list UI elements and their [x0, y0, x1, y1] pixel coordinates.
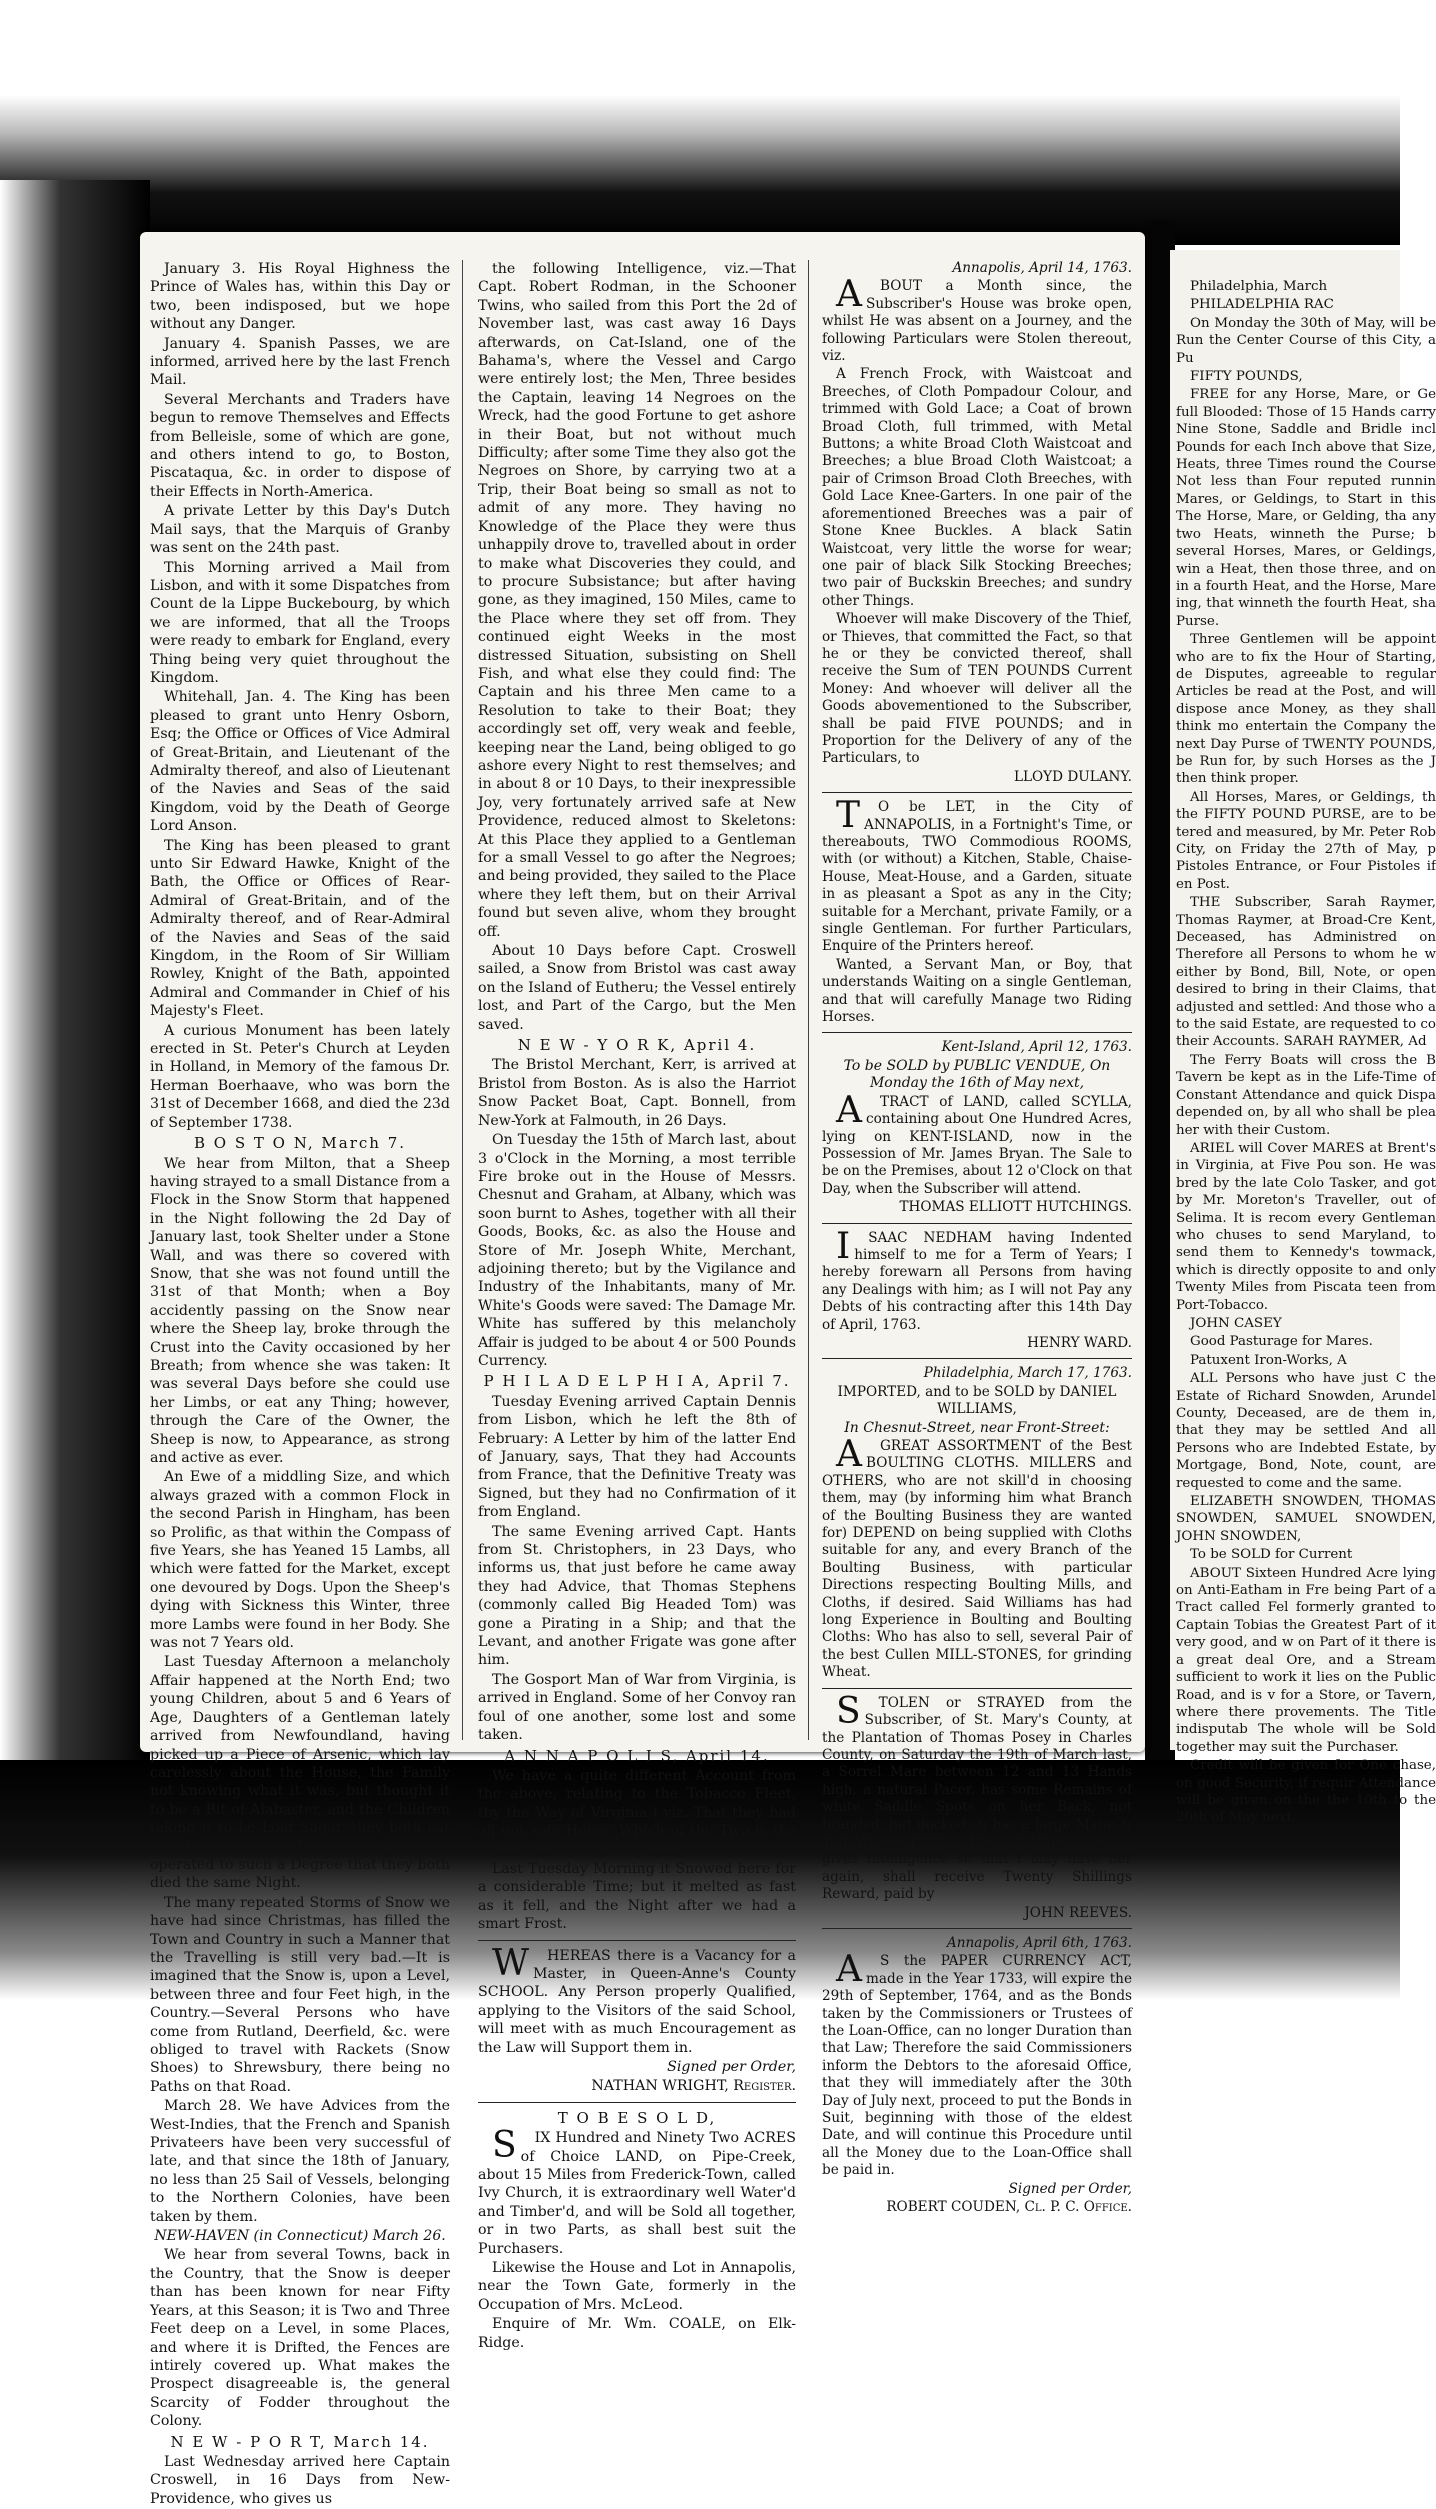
newyork-heading: N E W - Y O R K, April 4. [517, 1036, 757, 1055]
tobesold-ad-2: Likewise the House and Lot in Annapolis, near the Town Gate, formerly in the Occupation of Mrs. McLeod. [478, 2260, 796, 2313]
boston-heading: B O S T O N, March 7. [193, 1134, 407, 1153]
servant-wanted: Wanted, a Servant Man, or Boy, that understands Waiting on a single Gentleman, and that will carefully Manage two Riding Horses. [822, 956, 1132, 1026]
article-paragraph: ELIZABETH SNOWDEN, THOMAS SNOWDEN, SAMUEL SNOWDEN, JOHN SNOWDEN, [1176, 1494, 1436, 1544]
article-paragraph: We hear from several Towns, back in the Country, that the Snow is deeper than has been known for near Fifty Years, at this Season; it is Two and Three Feet deep on a Level, in some Places, and where it is Drifted, the Fences are intirely covered up. What makes the Prospect disagreeable is, the general Scarcity of Fodder throughout the Colony. [150, 2247, 450, 2430]
column-3 [822, 260, 1132, 2217]
whereas-ad: WHEREAS there is a Vacancy for a Master, in Queen-Anne's County SCHOOL. Any Person properly Qualified, applying to the Visitors of the said School, will meet with as much Encouragement as the Law will Support them in. [478, 1942, 796, 2056]
article-paragraph: March 28. We have Advices from the West-Indies, that the French and Spanish Privateers have been very successful of late, and that since the 18th of January, no less than 25 Sail of Vessels, belonging to the Northern Colonies, have been taken by them. [150, 2098, 450, 2225]
col1d-items [150, 2453, 450, 2508]
article-paragraph: We have a quite different Account from the above, relating to the Tobacco Fleet, (by the Way of Virginia,) viz. That they had all got safe Home. Which of the Two is the Truth, a little Time will determine. [478, 1767, 796, 1858]
rule [822, 1928, 1132, 1929]
article-paragraph: The Ferry Boats will cross the B Tavern be kept as in the Life-Time of Constant Attendance and quick Dispa depended on, by all who shall be plea her with their Custom. [1176, 1052, 1436, 1138]
philadelphia-heading: P H I L A D E L P H I A, April 7. [483, 1372, 791, 1391]
article-paragraph: An Ewe of a middling Size, and which always grazed with a common Flock in the second Parish in Hingham, has been so Prolific, as that within the Compass of five Years, she has Yeaned 15 Lambs, all which were fatted for the Market, except one devoured by Dogs. Upon the Sheep's dying with Sickness this Winter, three more Lambs were found in her Body. She was not 7 Years old. [150, 1469, 450, 1652]
rule [822, 792, 1132, 793]
rule [822, 1688, 1132, 1689]
boulting-ad: AGREAT ASSORTMENT of the Best BOULTING CLOTHS. MILLERS and OTHERS, who are not skill'd in choosing them, may (by informing him what Branch of the Boulting Business they are wanted for) DEPEND on being supplied with Cloths suitable for any, and every Branch of the Boulting Business, with particular Directions respecting Boulting Mills, and Cloths, if desired. Said Williams has had long Experience in Boulting and Boulting Cloths: Who has also to sell, several Pair of the best Cullen MILL-STONES, for grinding Wheat. [822, 1434, 1132, 1681]
whereas-signed: Signed per Order, [667, 2059, 796, 2075]
whereas-signature: NATHAN WRIGHT, Register. [591, 2078, 796, 2095]
article-paragraph: Tuesday Evening arrived Captain Dennis from Lisbon, which he left the 8th of February: A Letter by him of the latter End of January, says, That they had Accounts from France, that the Definitive Treaty was Signed, but they had no Confirmation of it from England. [478, 1393, 796, 1521]
to-let-ad: TO be LET, in the City of ANNAPOLIS, in a Fortnight's Time, or thereabouts, TWO Commodious ROOMS, with (or without) a Kitchen, Stable, Chaise-House, Meat-House, and a Garden, situate in as pleasant a Spot as any in the City; suitable for a Merchant, private Family, or a single Gentleman. For further Particulars, Enquire of the Printers hereof. [822, 795, 1132, 955]
currency-ad: AS the PAPER CURRENCY ACT, made in the Year 1733, will expire the 29th of September, 1764, and as the Bonds taken by the Commissioners or Trustees of the Loan-Office, can no longer Duration than that Law; Therefore the said Commissioners inform the Debtors to the aforesaid Office, that they will immediately after the 30th Day of July next, proceed to put the Bonds in Suit, beginning with those of the eldest Date, and will continue this Procedure until all the Money due to the Loan-Office shall be paid in. [822, 1949, 1133, 2179]
rule [478, 2102, 796, 2103]
article-paragraph: Whitehall, Jan. 4. The King has been pleased to grant unto Henry Osborn, Esq; the Office or Offices of Vice Admiral of Great-Britain, and Lieutenant of the Admiralty thereof, and also of Lieutenant of the Navies and Seas of the said Kingdom, void by the Death of George Lord Anson. [150, 689, 450, 835]
robbery-dateline: Annapolis, April 14, 1763. [952, 260, 1132, 276]
boulting-dateline: Philadelphia, March 17, 1763. [923, 1365, 1132, 1382]
tobesold-ad-3: Enquire of Mr. Wm. COALE, on Elk-Ridge. [478, 2316, 796, 2351]
robbery-signature: LLOYD DULANY. [1013, 768, 1132, 785]
article-paragraph: January 4. Spanish Passes, we are informed, arrived here by the last French Mail. [150, 335, 450, 389]
annapolis-heading: A N N A P O L I S, April 14. [504, 1746, 770, 1765]
article-paragraph: Patuxent Iron-Works, A [1190, 1352, 1347, 1368]
col1b-items [150, 1155, 450, 2227]
article-paragraph: Good Pasturage for Mares. [1190, 1334, 1373, 1350]
stolen-mare-signature: JOHN REEVES. [1024, 1904, 1132, 1921]
article-paragraph: The Gosport Man of War from Virginia, is arrived in England. Some of her Convoy ran foul of one another, some lost and some taken. [478, 1671, 796, 1744]
article-paragraph: Philadelphia, March [1190, 279, 1328, 294]
article-paragraph: Three Gentlemen will be appoint who are to fix the Hour of Starting, de Disputes, agreeable to regular Articles be read at the Post, and will dispose ance Money, as they shall think mo entertain the Company the next Day Purse of TWENTY POUNDS, be Run for, by such Horses as the J then think proper. [1176, 632, 1436, 787]
article-paragraph: Last Tuesday Afternoon a melancholy Affair happened at the North End; two young Children, about 5 and 6 Years of Age, Daughters of a Gentleman lately arrived from Newfoundland, having picked up a Piece of Arsenic, which lay carelessly about the House, the Family not knowing what it was, but thought it to be a Bit of Alabaster, and the Children taking it to be Loaf Sugar, they both eat of it, and the Poison immediately operated to such a Degree that they both died the same Night. [150, 1654, 450, 1892]
col2c-items [478, 1393, 796, 1745]
currency-signature: ROBERT COUDEN, Cl. P. C. Office. [886, 2199, 1132, 2216]
col2d-items [478, 1767, 796, 1934]
col1-items [150, 260, 450, 1132]
article-paragraph: Last Tuesday Morning it Snowed here for a considerable Time; but it melted as fast as it fell, and the Night after we had a smart Frost. [478, 1860, 796, 1933]
scan-shadow-top [0, 95, 1400, 245]
article-paragraph: THE Subscriber, Sarah Raymer, Thomas Raymer, at Broad-Cre Kent, Deceased, has Administred on Therefore all Persons to whom he w either by Bond, Bill, Note, or open desired to bring in their Claims, that adjusted and settled: And those who a to the said Estate, are requested to co their Accounts. SARAH RAYMER, Ad [1176, 895, 1436, 1050]
robbery-reward: Whoever will make Discovery of the Thief, or Thieves, that committed the Fact, so that he or they be convicted thereof, shall receive the Sum of TEN POUNDS Current Money: And whoever will deliver all the Goods abovementioned to the Subscriber, shall be paid FIVE POUNDS; and in Proportion for the Delivery of any of the Particulars, to [822, 611, 1132, 767]
article-paragraph: January 3. His Royal Highness the Prince of Wales has, within this Day or two, been indisposed, but we hope without any Danger. [150, 261, 450, 333]
newspaper-page-left [140, 232, 1145, 2507]
rule [822, 1358, 1132, 1359]
article-paragraph: On Monday the 30th of May, will be Run the Center Course of this City, a Pu [1176, 315, 1436, 366]
article-paragraph: A private Letter by this Day's Dutch Mail says, that the Marquis of Granby was sent on the 24th past. [150, 503, 450, 557]
col2a-items [478, 260, 796, 1034]
tobesold-heading: T O B E S O L D, [557, 2108, 717, 2127]
article-paragraph: ALL Persons who have just C the Estate of Richard Snowden, Arundel County, Deceased, are de them in, that they may be settled And all Persons who are Indebted Estate, by Mortgage, Bond, Note, count, are requested to come and the same. [1176, 1371, 1436, 1491]
article-paragraph: FREE for any Horse, Mare, or Ge full Blooded: Those of 15 Hands carry Nine Stone, Saddle and Bridle incl Pounds for each Inch above that Size, Heats, three Times round the Course Not less than Four reputed runnin Mares, or Geldings, to Start in this The Horse, Mare, or Gelding, tha any two Heats, winneth the Purse; b several Horses, Mares, or Geldings, win a Heat, then those three, and on in a fourth Heat, and the Horse, Mare ing, that winneth the fourth Heat, sha Purse. [1176, 387, 1436, 629]
article-paragraph: All Horses, Mares, or Geldings, th the FIFTY POUND PURSE, are to be tered and measured, by Mr. Peter Rob City, on Friday the 27th of May, p Pistoles Entrance, or Four Pistoles if en Post. [1176, 789, 1436, 892]
currency-dateline: Annapolis, April 6th, 1763. [946, 1934, 1132, 1951]
article-paragraph: A curious Monument has been lately erected in St. Peter's Church at Leyden in Holland, in Memory of the famous Dr. Herman Boerhaave, who was born the 31st of December 1668, and died the 23d of September 1738. [150, 1022, 450, 1131]
nedham-signature: HENRY WARD. [1027, 1334, 1132, 1351]
column-2 [478, 260, 796, 2353]
robbery-items: A French Frock, with Waistcoat and Breeches, of Cloth Pompadour Colour, and trimmed with Gold Lace; a Coat of brown Broad Cloth, full trimmed, with Metal Buttons; a white Broad Cloth Waistcoat and Breeches; a blue Broad Cloth Waistcoat; a pair of Crimson Broad Cloth Breeches, with Gold Lace Knee-Garters. In one pair of the aforementioned Breeches was a pair of Stone Knee Buckles. A black Satin Waistcoat, very little the worse for wear; one pair of black Silk Stocking Breeches; two pair of Buckskin Breeches; and sundry other Things. [822, 366, 1132, 609]
article-paragraph: This Morning arrived a Mail from Lisbon, and with it some Dispatches from Count de la Lippe Buckebourg, by which we are informed, that all the Troops were ready to embark for England, every Thing being very quiet throughout the Kingdom. [150, 559, 450, 686]
currency-signed: Signed per Order, [1008, 2180, 1132, 2197]
article-paragraph: The same Evening arrived Capt. Hants from St. Christophers, in 23 Days, who informs us, that just before he came away they had Advice, that Thomas Stephens (commonly called Big Headed Tom) was gone a Pirating in a Ship; and that the Levant, and another Frigate was gone after him. [478, 1523, 796, 1669]
article-paragraph: On Tuesday the 15th of March last, about 3 o'Clock in the Morning, a most terrible Fire broke out in the House of Messrs. Chesnut and Graham, at Albany, which was soon burnt to Ashes, together with all their Goods, Books, &c. as also the House and Store of Mr. Joseph White, Merchant, adjoining thereto; but by the Vigilance and Industry of the Inhabitants, many of Mr. White's Goods were saved: The Damage Mr. White has suffered by this melancholy Affair is judged to be about 4 or 500 Pounds Currency. [478, 1132, 796, 1369]
kent-dateline: Kent-Island, April 12, 1763. [941, 1039, 1132, 1056]
article-paragraph: Credit will be given for One chase, on good Security, if requir Attendance will be given on the the 10th to the 20th of May next, [1176, 1758, 1436, 1826]
newhaven-heading: NEW-HAVEN (in Connecticut) March 26. [154, 2228, 446, 2245]
article-paragraph: The King has been pleased to grant unto Sir Edward Hawke, Knight of the Bath, the Office or Offices of Rear-Admiral of Great-Britain, and of the Admiralty thereof, and of Rear-Admiral of the Navies and Seas of the said Kingdom, in the Room of Sir William Rowley, Knight of the Bath, appointed Admiral and Commander in Chief of his Majesty's Fleet. [150, 837, 450, 1020]
newport-heading: N E W - P O R T, March 14. [170, 2432, 430, 2451]
article-paragraph: Several Merchants and Traders have begun to remove Themselves and Effects from Belleisle, some of which are gone, and others intend to go, to Boston, Piscataqua, &c. in order to dispose of their Effects in North-America. [150, 391, 450, 500]
article-paragraph: The many repeated Storms of Snow we have had since Christmas, has filled the Town and Country in such a Manner that the Travelling is still very bad.—It is imagined that the Snow is, upon a Level, between three and four Feet high, in the Country.—Several Persons who have come from Rutland, Deerfield, &c. were obliged to travel with Rackets (Snow Shoes) to Shrewsbury, there being no Paths on that Road. [150, 1894, 450, 2095]
boulting-address: In Chesnut-Street, near Front-Street: [844, 1419, 1110, 1436]
col1c-items [150, 2246, 450, 2430]
rule [822, 1032, 1132, 1033]
article-paragraph: the following Intelligence, viz.—That Capt. Robert Rodman, in the Schooner Twins, who sailed from this Port the 2d of November last, was cast away 16 Days afterwards, on Cat-Island, one of the Bahama's, where the Vessel and Cargo were entirely lost; the Men, Three besides the Captain, leaving 14 Negroes on the Wreck, had the good Fortune to get ashore in their Boat, but not without much Difficulty; after some Time they also got the Negroes on Shore, by carrying two at a Trip, their Boat being so small as not to admit of any more. They having no Knowledge of the Place they were thus unhappily drove to, travelled about in order to make what Discoveries they could, and to procure Subsistance; but after having gone, as they imagined, 150 Miles, came to the Place where they set off from. They continued eight Weeks in the most distressed Situation, subsisting on Shell Fish, and what else they could find: The Captain and his three Men came to a Resolution to take to their Boat; they accordingly set off, very weak and feeble, keeping near the Land, being obliged to go ashore every Night to rest themselves; and in about 8 or 10 Days, to their inexpressible Joy, very fortunately arrived safe at New Providence, reduced almost to Skeletons: At this Place they applied to a Gentleman for a small Vessel to go after the Negroes; and being provided, they sailed to the Place where they left them, but on their Arrival found but seven alive, whom they brought off. [478, 261, 796, 940]
tobesold-ad: SIX Hundred and Ninety Two ACRES of Choice LAND, on Pipe-Creek, about 15 Miles from Frederick-Town, called Ivy Church, it is extraordinary well Water'd and Timber'd, and will be Sold all together, or in two Parts, as shall best suit the Purchasers. [478, 2125, 796, 2257]
rule [478, 1940, 796, 1941]
boulting-imported: IMPORTED, and to be SOLD by DANIEL WILLIAMS, [837, 1383, 1117, 1418]
article-paragraph: To be SOLD for Current [1190, 1547, 1353, 1563]
article-paragraph: Last Wednesday arrived here Captain Croswell, in 16 Days from New-Providence, who gives us [150, 2453, 450, 2507]
right-page-column [1176, 278, 1436, 1828]
column-1 [150, 260, 450, 2509]
article-paragraph: JOHN CASEY [1190, 1315, 1282, 1331]
newspaper-page-right [1170, 250, 1436, 1826]
column-rule-2 [808, 260, 809, 1740]
article-paragraph: PHILADELPHIA RAC [1190, 297, 1334, 313]
nedham-ad: ISAAC NEDHAM having Indented himself to me for a Term of Years; I hereby forewarn all Persons from having any Dealings with him; as I will not Pay any Debts of his contracting after this 14th Day of April, 1763. [822, 1225, 1132, 1333]
article-paragraph: The Bristol Merchant, Kerr, is arrived at Bristol from Boston. As is also the Harriot Snow Packet Boat, Capt. Bonnell, from New-York at Falmouth, in 26 Days. [478, 1057, 796, 1129]
kent-ad: ATRACT of LAND, called SCYLLA, containing about One Hundred Acres, lying on KENT-ISLAND, now in the Possession of Mr. James Bryan. The Sale to be on the Premises, about 12 o'Clock on that Day, when the Subscriber will attend. [822, 1089, 1132, 1197]
col2b-items [478, 1056, 796, 1370]
kent-vendue: To be SOLD by PUBLIC VENDUE, On Monday the 16th of May next, [843, 1057, 1111, 1092]
stolen-mare-ad: STOLEN or STRAYED from the Subscriber, of St. Mary's County, at the Plantation of Thomas Posey in Charles County, on Saturday the 19th of March last, a Sorrel Mare between 12 and 13 Hands high, a natural Pacer, has some Remains of white Saddle Spots on her Back, not branded, but docked, & has a large Mane & Tail. Whoever brings the said Mare to me, or gives Intelligence so that I may have her again, shall receive Twenty Shillings Reward, paid by [822, 1690, 1132, 1903]
scan-shadow-left [0, 180, 150, 1820]
article-paragraph: About 10 Days before Capt. Croswell sailed, a Snow from Bristol was cast away on the Island of Eutheru; the Vessel entirely lost, and Part of the Cargo, but the Men saved. [478, 943, 796, 1033]
rule [822, 1223, 1132, 1224]
article-paragraph: ABOUT Sixteen Hundred Acre lying on Anti-Eatham in Fre being Part of a Tract called Fel formerly granted to Captain Tobias the Greatest Part of it very good, and w on Part of it there is a great deal Ore, and a Stream sufficient to work it lies on the Public Road, and is v for a Store, or Tavern, where there provements. The Title indisputab The whole will be Sold together may suit the Purchaser. [1176, 1565, 1436, 1755]
column-rule-1 [462, 260, 463, 1740]
article-paragraph: ARIEL will Cover MARES at Brent's in Virginia, at Five Pou son. He was bred by the late Colo Tasker, and got by Mr. Moreton's Traveller, out of Selima. It is recom every Gentleman who chuses to send Maryland, to send them to Kennedy's towmack, which is directly opposite to and only Twenty Miles from Piscata teen from Port-Tobacco. [1176, 1140, 1436, 1313]
article-paragraph: FIFTY POUNDS, [1190, 369, 1303, 385]
robbery-ad: ABOUT a Month since, the Subscriber's House was broke open, whilst He was absent on a Journey, and the following Particulars were Stolen thereout, viz. [822, 274, 1132, 365]
article-paragraph: We hear from Milton, that a Sheep having strayed to a small Distance from a Flock in the Snow Storm that happened in the Night following the 2d Day of January last, took Shelter under a Stone Wall, and was there so covered with Snow, that she was not found untill the 31st of that Month; when a Boy accidently passing on the Snow near where the Sheep lay, broke through the Crust into the Cavity occasioned by her Breath; from whence she was taken: It was several Days before she could use her Limbs, or eat any Thing; however, through the Care of the Owner, the Sheep is now, to Appearance, as strong and active as ever. [150, 1155, 450, 1466]
kent-signature: THOMAS ELLIOTT HUTCHINGS. [899, 1199, 1132, 1216]
